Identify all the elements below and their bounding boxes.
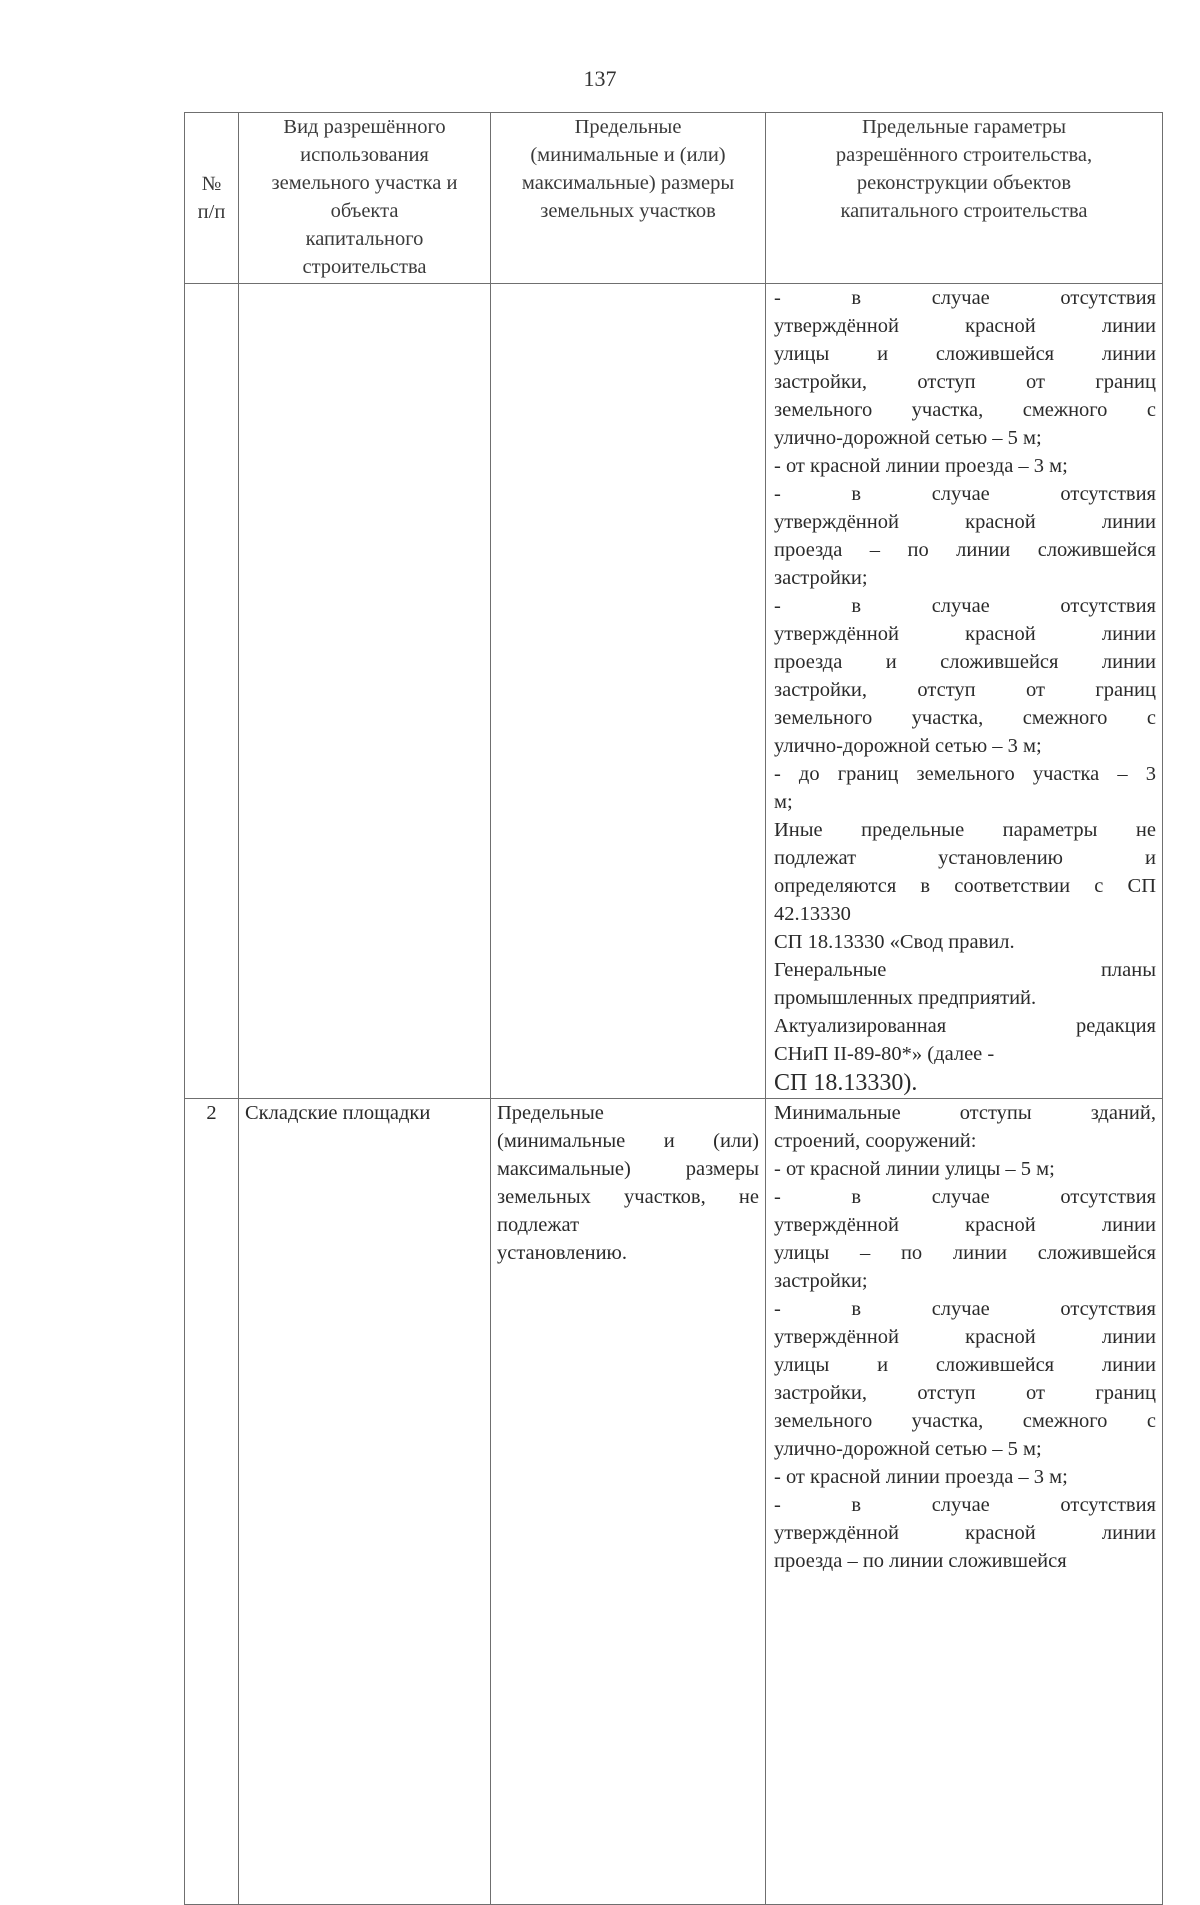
- table-header-row: [185, 113, 1163, 284]
- text-line: м;: [774, 791, 793, 813]
- text-line: улицы – по линии сложившейся: [774, 1242, 1156, 1264]
- text-line: застройки;: [774, 1270, 868, 1292]
- text-line: СП 18.13330 «Свод правил.: [774, 931, 1015, 953]
- text-line: - в случае отсутствия: [774, 1298, 1156, 1320]
- header-line: реконструкции объектов: [856, 172, 1072, 194]
- text-line: Предельные: [497, 1102, 604, 1124]
- text-line: максимальные) размеры: [497, 1158, 759, 1180]
- text-line: 42.13330: [774, 903, 851, 925]
- header-line: Вид разрешённого: [283, 116, 446, 138]
- header-plot-sizes: [491, 113, 766, 284]
- text-line: утверждённой красной линии: [774, 1214, 1156, 1236]
- text-line: - от красной линии улицы – 5 м;: [774, 1158, 1055, 1180]
- header-line: объекта: [330, 200, 399, 222]
- text-line: - в случае отсутствия: [774, 1186, 1156, 1208]
- text-line: СНиП II-89-80*» (далее -: [774, 1043, 995, 1065]
- page-number: 137: [583, 66, 617, 91]
- text-line: улицы и сложившейся линии: [774, 343, 1156, 365]
- text-line: СП 18.13330).: [774, 1070, 918, 1096]
- text-line: улицы и сложившейся линии: [774, 1354, 1156, 1376]
- cell-use-type: Складские площадки: [239, 1099, 491, 1905]
- text-line: установлению.: [497, 1242, 627, 1264]
- text-line: Иные предельные параметры не: [774, 819, 1156, 841]
- text-line: - в случае отсутствия: [774, 595, 1156, 617]
- table-row: [185, 284, 1163, 1099]
- header-build-params: [766, 113, 1163, 284]
- cell-plot-sizes: [491, 284, 766, 1099]
- text-line: (минимальные и (или): [497, 1130, 759, 1152]
- text-line: - в случае отсутствия: [774, 287, 1156, 309]
- cell-number: 2: [185, 1099, 239, 1905]
- text-line: определяются в соответствии с СП: [774, 875, 1156, 897]
- text-line: застройки, отступ от границ: [774, 371, 1156, 393]
- header-use-type: [239, 113, 491, 284]
- header-line: использования: [300, 144, 429, 166]
- text-line: земельного участка, смежного с: [774, 707, 1156, 729]
- header-line: капитального строительства: [840, 200, 1088, 222]
- text-line: проезда и сложившейся линии: [774, 651, 1156, 673]
- text-line: промышленных предприятий.: [774, 987, 1037, 1009]
- cell-number: [185, 284, 239, 1099]
- header-line: строительства: [302, 256, 427, 278]
- header-line: капитального: [305, 228, 424, 250]
- cell-build-params: [766, 284, 1163, 1099]
- text-line: утверждённой красной линии: [774, 1522, 1156, 1544]
- text-line: - от красной линии проезда – 3 м;: [774, 1466, 1068, 1488]
- text-line: утверждённой красной линии: [774, 315, 1156, 337]
- cell-plot-sizes: [491, 1099, 766, 1905]
- text-line: застройки, отступ от границ: [774, 679, 1156, 701]
- text-line: застройки;: [774, 567, 868, 589]
- text-line: застройки, отступ от границ: [774, 1382, 1156, 1404]
- text-line: улично-дорожной сетью – 3 м;: [774, 735, 1042, 757]
- text-line: - до границ земельного участка – 3: [774, 763, 1156, 785]
- text-line: земельного участка, смежного с: [774, 1410, 1156, 1432]
- header-number: [185, 113, 239, 284]
- text-line: земельных участков, не: [497, 1186, 759, 1208]
- header-line: №: [201, 173, 222, 195]
- text-line: улично-дорожной сетью – 5 м;: [774, 1438, 1042, 1460]
- text-line: Актуализированная редакция: [774, 1015, 1156, 1037]
- text-line: улично-дорожной сетью – 5 м;: [774, 427, 1042, 449]
- text-line: утверждённой красной линии: [774, 1326, 1156, 1348]
- header-line: максимальные) размеры: [521, 172, 735, 194]
- text-line: земельного участка, смежного с: [774, 399, 1156, 421]
- header-line: земельного участка и: [271, 172, 458, 194]
- text-line: - от красной линии проезда – 3 м;: [774, 455, 1068, 477]
- text-line: Минимальные отступы зданий,: [774, 1102, 1156, 1124]
- text-line: Генеральные планы: [774, 959, 1156, 981]
- cell-use-type: [239, 284, 491, 1099]
- header-line: Предельные: [574, 116, 682, 138]
- text-line: утверждённой красной линии: [774, 623, 1156, 645]
- text-line: строений, сооружений:: [774, 1130, 977, 1152]
- text-line: проезда – по линии сложившейся: [774, 1550, 1067, 1572]
- header-line: (минимальные и (или): [530, 144, 726, 166]
- text-line: подлежат: [497, 1214, 580, 1236]
- text-line: подлежат установлению и: [774, 847, 1156, 869]
- table-row: [185, 1099, 1163, 1905]
- header-line: земельных участков: [540, 200, 716, 222]
- header-line: Предельные гараметры: [861, 116, 1067, 138]
- regulations-table: [184, 112, 1163, 1905]
- header-line: п/п: [197, 201, 226, 223]
- header-line: разрешённого строительства,: [835, 144, 1093, 166]
- text-line: утверждённой красной линии: [774, 511, 1156, 533]
- text-line: - в случае отсутствия: [774, 1494, 1156, 1516]
- text-line: - в случае отсутствия: [774, 483, 1156, 505]
- cell-build-params: [766, 1099, 1163, 1905]
- text-line: проезда – по линии сложившейся: [774, 539, 1156, 561]
